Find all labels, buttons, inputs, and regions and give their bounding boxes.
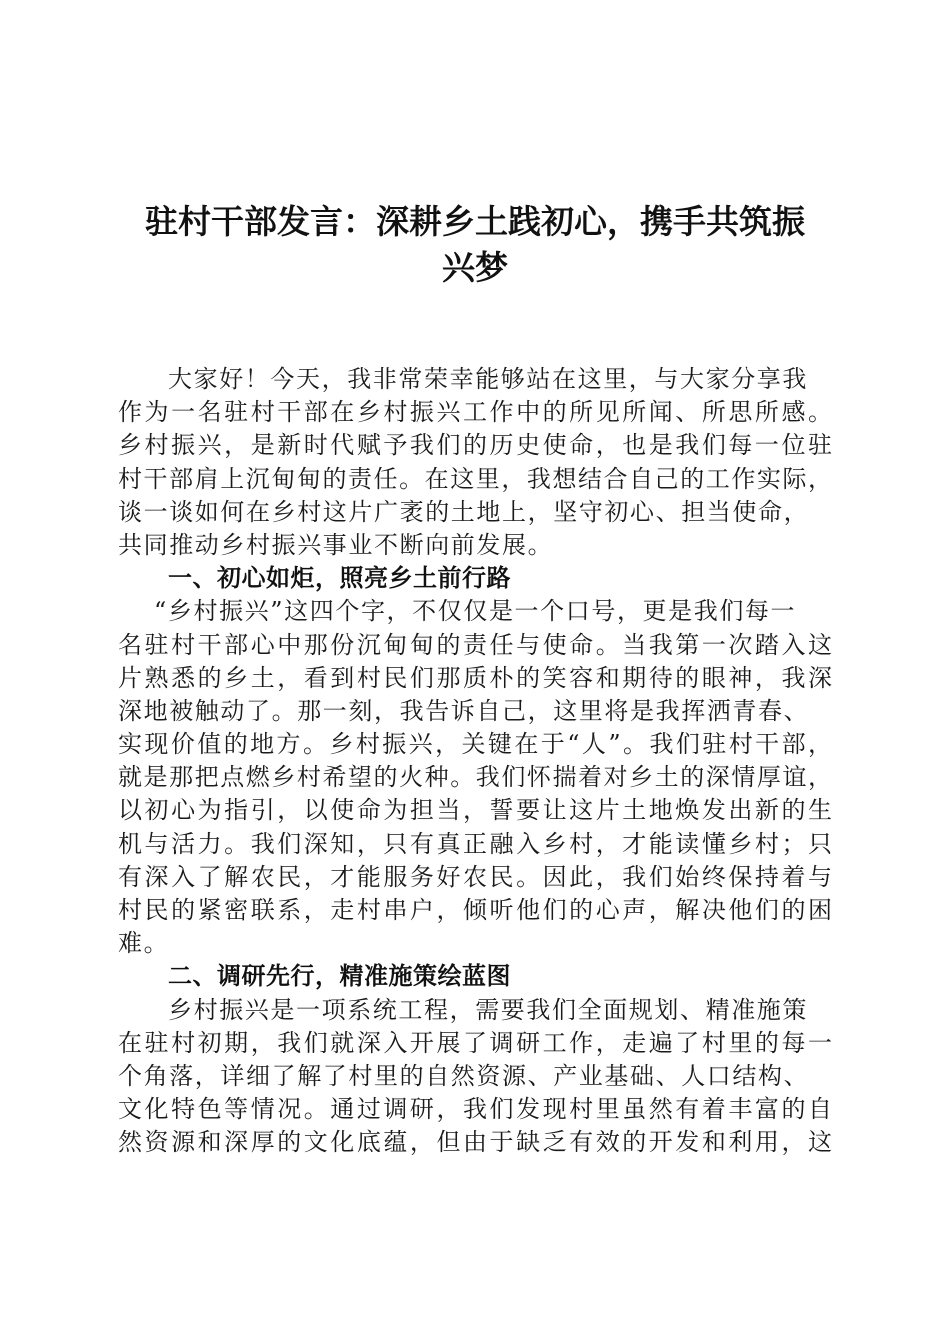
section-heading-1: 一、初心如炬，照亮乡土前行路	[168, 564, 511, 593]
paragraph-line: 作为一名驻村干部在乡村振兴工作中的所见所闻、所思所感。	[118, 398, 832, 427]
paragraph-line: 就是那把点燃乡村希望的火种。我们怀揣着对乡土的深情厚谊，	[118, 763, 832, 792]
paragraph-line: 有深入了解农民，才能服务好农民。因此，我们始终保持着与	[118, 862, 832, 891]
paragraph-line: 在驻村初期，我们就深入开展了调研工作，走遍了村里的每一	[118, 1028, 832, 1057]
paragraph-line: 片熟悉的乡土，看到村民们那质朴的笑容和期待的眼神，我深	[118, 663, 832, 692]
paragraph-line: 个角落，详细了解了村里的自然资源、产业基础、人口结构、	[118, 1061, 810, 1090]
paragraph-line: 村干部肩上沉甸甸的责任。在这里，我想结合自己的工作实际，	[118, 464, 832, 493]
paragraph-line: “乡村振兴”这四个字，不仅仅是一个口号，更是我们每一	[154, 597, 797, 626]
paragraph-line: 名驻村干部心中那份沉甸甸的责任与使命。当我第一次踏入这	[118, 630, 832, 659]
document-title-line-1: 驻村干部发言：深耕乡土践初心，携手共筑振	[145, 202, 805, 241]
paragraph-line: 然资源和深厚的文化底蕴，但由于缺乏有效的开发和利用，这	[118, 1128, 832, 1157]
paragraph-line: 以初心为指引，以使命为担当，誓要让这片土地焕发出新的生	[118, 796, 832, 825]
paragraph-line: 实现价值的地方。乡村振兴，关键在于“人”。我们驻村干部，	[118, 730, 832, 759]
section-heading-2: 二、调研先行，精准施策绘蓝图	[168, 962, 511, 991]
document-body	[118, 363, 832, 1160]
paragraph-line: 村民的紧密联系，走村串户，倾听他们的心声，解决他们的困	[118, 896, 832, 924]
paragraph-line: 乡村振兴是一项系统工程，需要我们全面规划、精准施策	[168, 995, 808, 1024]
paragraph-line: 谈一谈如何在乡村这片广袤的土地上，坚守初心、担当使命，	[118, 497, 810, 526]
document-title-line-2: 兴梦	[442, 248, 508, 287]
paragraph-line: 共同推动乡村振兴事业不断向前发展。	[118, 530, 554, 559]
paragraph-line: 难。	[118, 929, 170, 958]
paragraph-line: 机与活力。我们深知，只有真正融入乡村，才能读懂乡村；只	[118, 829, 832, 858]
paragraph-line: 乡村振兴，是新时代赋予我们的历史使命，也是我们每一位驻	[118, 431, 832, 460]
paragraph-line: 文化特色等情况。通过调研，我们发现村里虽然有着丰富的自	[118, 1095, 832, 1124]
paragraph-line: 大家好！今天，我非常荣幸能够站在这里，与大家分享我	[168, 365, 808, 393]
paragraph-line: 深地被触动了。那一刻，我告诉自己，这里将是我挥洒青春、	[118, 696, 810, 725]
